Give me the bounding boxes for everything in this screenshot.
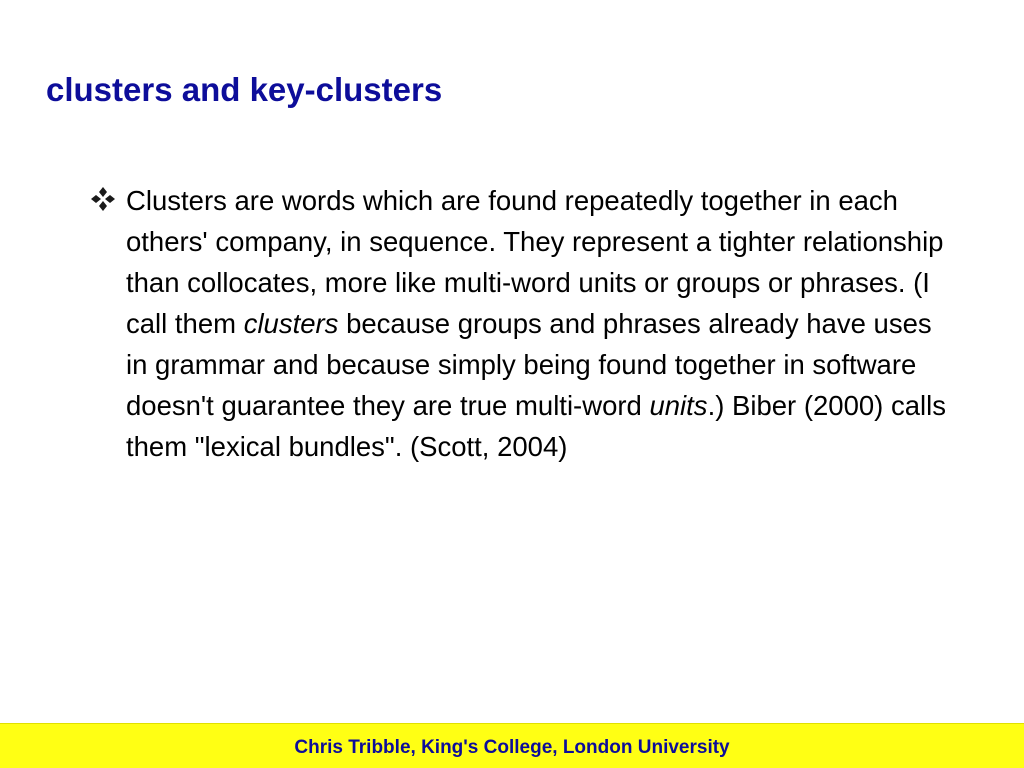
bullet-text: [126, 180, 946, 467]
bullet-italic-clusters: clusters: [243, 308, 339, 339]
footer-credit: Chris Tribble, King's College, London University: [294, 737, 730, 758]
slide-title: clusters and key-clusters: [46, 71, 443, 108]
bullet-text-part-2: because groups and phrases already have uses in grammar and because simply being found together in software doesn't guarantee they are true multi-word: [126, 308, 932, 421]
bullet-text-part-3: .) Biber (2000) calls them "lexical bundles". (Scott, 2004): [126, 390, 946, 462]
four-diamond-bullet-icon: [90, 186, 116, 212]
bullet-item: [88, 180, 958, 467]
bullet-text-part-1: Clusters are words which are found repeatedly together in each others' company, in sequence. They represent a tighter relationship than collocates, more like multi-word units or groups or phrases. (I call them: [126, 185, 944, 339]
bullet-italic-units: units: [649, 390, 708, 421]
bullet-list: [88, 180, 958, 467]
footer-bar: [0, 723, 1024, 768]
